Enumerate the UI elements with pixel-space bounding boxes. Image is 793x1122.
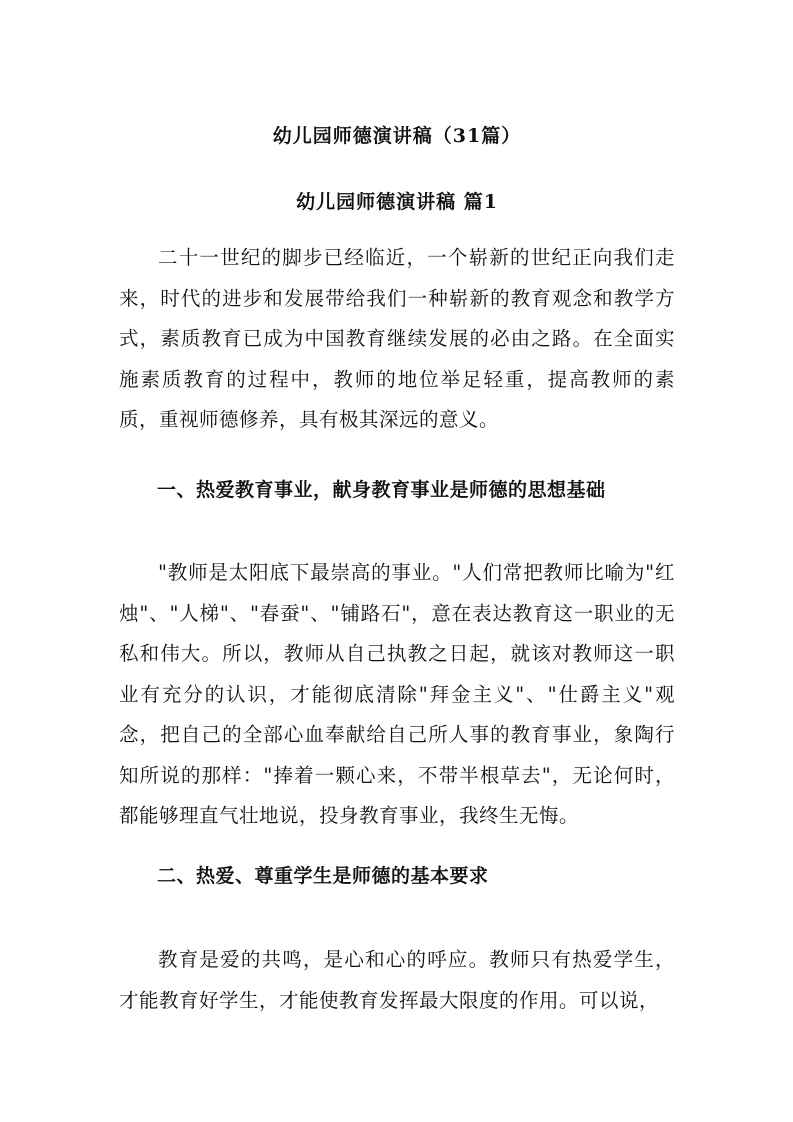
paragraph-intro: 二十一世纪的脚步已经临近，一个崭新的世纪正向我们走来，时代的进步和发展带给我们一种崭新的教育观念和教学方式，素质教育已成为中国教育继续发展的必由之路。在全面实施素质教育的过程中，教师的地位举足轻重，提高教师的素质，重视师德修养，具有极其深远的意义。 — [119, 246, 675, 431]
heading-section-one: 一、热爱教育事业，献身教育事业是师德的思想基础 — [157, 479, 606, 501]
heading-section-two: 二、热爱、尊重学生是师德的基本要求 — [157, 865, 489, 887]
paragraph-section-two: 教育是爱的共鸣，是心和心的呼应。教师只有热爱学生，才能教育好学生，才能使教育发挥最大限度的作用。可以说， — [119, 948, 675, 1012]
document-title: 幼儿园师德演讲稿（31篇） — [272, 125, 522, 147]
paragraph-section-one: "教师是太阳底下最崇高的事业。"人们常把教师比喻为"红烛"、"人梯"、"春蚕"、"铺路石"，意在表达教育这一职业的无私和伟大。所以，教师从自己执教之日起，就该对教师这一职业有充分的认识，才能彻底清除"拜金主义"、"仕爵主义"观念，把自己的全部心血奉献给自己所人事的教育事业，象陶行知所说的那样："捧着一颗心来，不带半根草去"，无论何时，都能够理直气壮地说，投身教育事业，我终生无悔。 — [119, 561, 675, 827]
section-title: 幼儿园师德演讲稿 篇1 — [296, 191, 498, 213]
